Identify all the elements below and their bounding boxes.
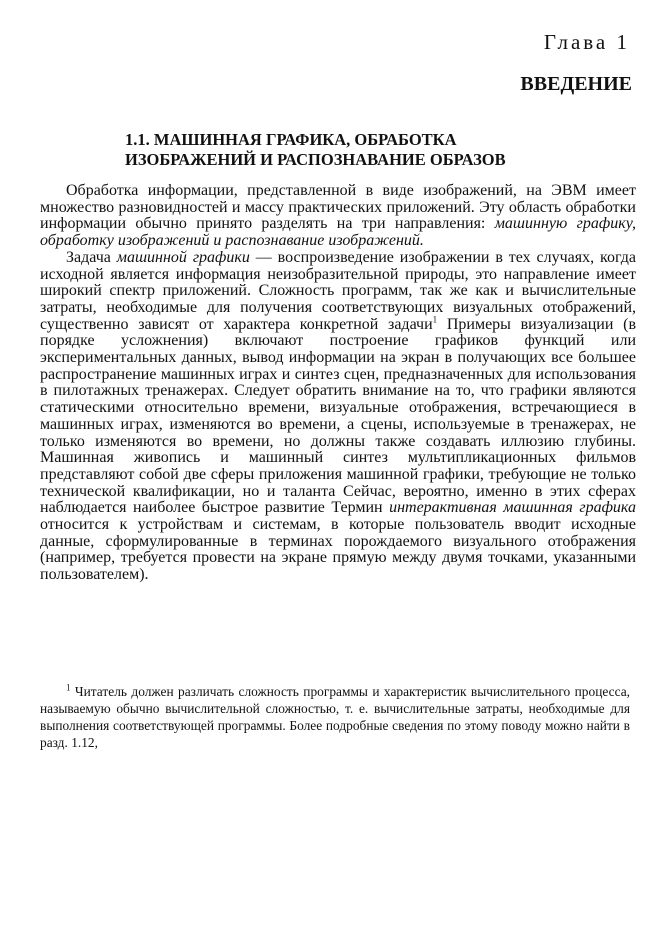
paragraph-2-start: Задача (66, 248, 117, 266)
footnote-mark: 1 (66, 682, 71, 693)
chapter-title: ВВЕДЕНИЕ (520, 73, 632, 95)
section-title-line-2: ИЗОБРАЖЕНИЙ И РАСПОЗНАВАНИЕ ОБРАЗОВ (125, 150, 506, 169)
body-text (40, 183, 636, 584)
chapter-label: Глава 1 (543, 30, 630, 54)
footnote (40, 683, 630, 751)
footnote-reference[interactable]: 1 (432, 314, 438, 325)
paragraph-2-mid-2: Примеры визуализации (в порядке усложнения) включают построение графиков функций или экспериментальных данных, вывод информации на экран в получающих все большее распространение машинных играх и синтез сцен, предназначенных для использования в пилотажных тренажерах. Следует обратить внимание на то, что графики являются статическими относительно времени, визуальные отображения, встречающиеся в машинных играх, изменяются во времени, а сцены, используемые в тренажерах, не только изменяются во времени, но должны также создавать иллюзию глубины. Машинная живопись и машинный синтез мультипликационных фильмов представляют собой две сферы приложения машинной графики, требующие не только технической квалификации, но и таланта Сейчас, вероятно, именно в этих сферах наблюдается наиболее быстрое развитие Термин (40, 315, 636, 517)
paragraph-2 (40, 250, 636, 584)
term-machine-graphics: машинной графики (116, 248, 250, 266)
footnote-text (40, 683, 630, 751)
paragraph-2-mid-1: — воспроизведение изображении в тех случаях, когда исходной является информация неизобразительной природы, это направление имеет широкий спектр приложений. Сложность программ, так же как и вычислительные затраты, необходимые для получения соответствующих визуальных отображений, существенно зависят от характера конкретной задачи (40, 248, 637, 333)
paragraph-1 (40, 183, 636, 250)
paragraph-1-text: Обработка информации, представленной в виде изображений, на ЭВМ имеет множество разновидностей и массу практических приложений. Эту область обработки информации обычно принято разделять на три направления: (40, 182, 636, 233)
term-interactive-graphics: интерактивная машинная графика (389, 499, 637, 517)
paragraph-2-end: относится к устройствам и системам, в которые пользователь вводит исходные данные, сформулированные в терминах порождаемого визуального отображения (например, требуется провести на экране прямую между двумя точками, указанными пользователем). (40, 516, 636, 584)
paragraph-1-italic: машинную графику, обработку изображений и распознавание изображений. (40, 215, 637, 250)
section-title (125, 130, 555, 170)
footnote-body: Читатель должен различать сложность программы и характеристик вычислительного процесса, называемую обычно вычислительной сложностью, т. е. вычислительные затраты, необходимые для выполнения соответствующей программы. Более подробные сведения по этому поводу можно найти в разд. 1.12, (40, 684, 630, 750)
section-title-line-1: 1.1. МАШИННАЯ ГРАФИКА, ОБРАБОТКА (125, 130, 457, 149)
